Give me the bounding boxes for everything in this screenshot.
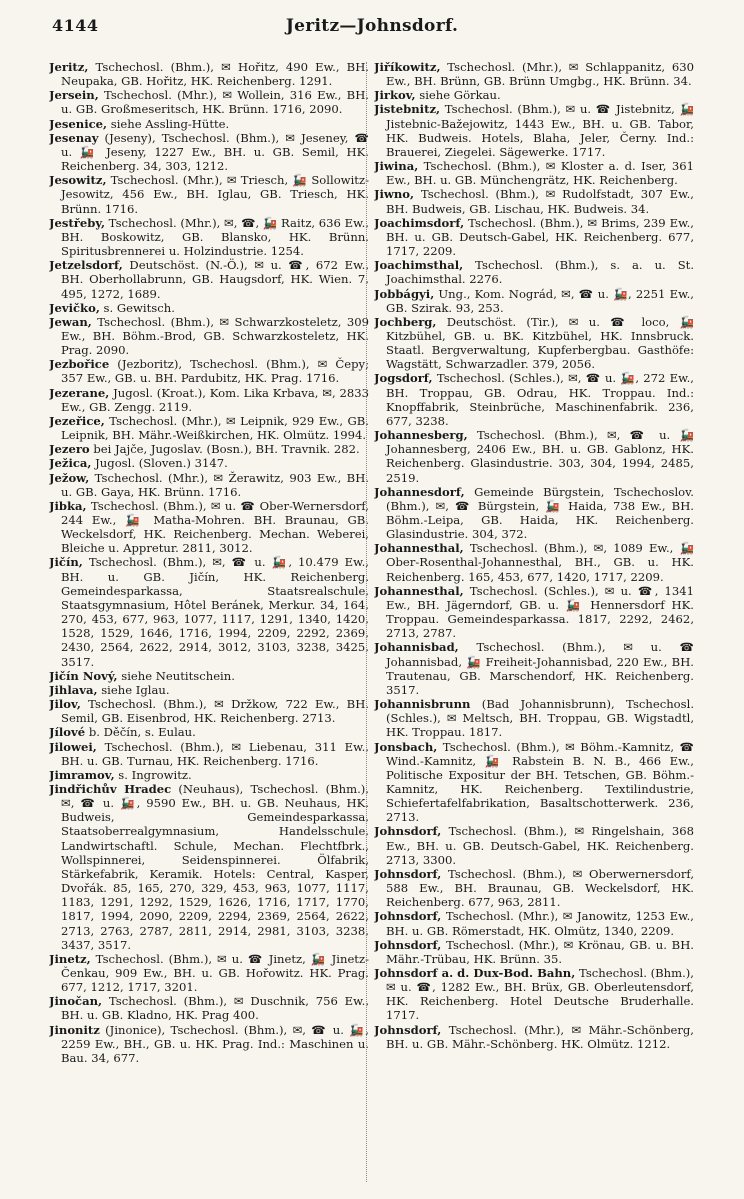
entry-text: Tschechosl. (Bhm.), ✉ Liebenau, 311 Ew., BH. u. GB. Turnau, HK. Reichenberg. 1716. <box>61 739 369 768</box>
entry-headword: Jewan, <box>49 314 92 329</box>
entry-headword: Jersein, <box>49 88 99 103</box>
column-divider <box>366 62 367 1182</box>
gazetteer-entry <box>49 768 369 782</box>
gazetteer-entry <box>374 159 694 187</box>
entry-text: Deutschöst. (Tir.), ✉ u. ☎ loco, 🚂 Kitzbühel, GB. u. BK. Kitzbühel, HK. Innsbruck. Staatl. Bergverwaltung, Kupferbergbau. Gasthöfe: Wagstätt, Schwarzadler. 379, 2056. <box>386 314 694 372</box>
entry-headword: Jinonitz <box>49 1022 100 1037</box>
entry-text: Tschechosl. (Bhm.), ✉ Duschnik, 756 Ew., BH. u. GB. Kladno, HK. Prag 400. <box>61 994 369 1023</box>
entry-headword: Jesenay <box>49 130 99 145</box>
entry-text: (Neuhaus), Tschechosl. (Bhm.), ✉, ☎ u. 🚂, 9590 Ew., BH. u. GB. Neuhaus, HK. Budweis, Gemeindesparkassa, Staatsoberrealgymnasium, Handelsschule, Landwirtschaftl. Schule, Mechan. Flechtfbrk., Wollspinnerei, Seidenspinnerei. Ölfabrik, Stärkefabrik, Keramik. Hotels: Central, Kasper, Dvořák. 85, 165, 270, 329, 453, 963, 1077, 1117, 1183, 1291, 1292, 1529, 1626, 1716, 1717, 1770, 1817, 1994, 2090, 2209, 2294, 2369, 2564, 2622, 2713, 2763, 2787, 2811, 2914, 2981, 3103, 3238, 3437, 3517. <box>61 781 369 952</box>
gazetteer-entry <box>49 669 369 683</box>
gazetteer-entry <box>374 485 694 542</box>
entry-headword: Johannesberg, <box>374 428 468 443</box>
entry-headword: Johnsdorf, <box>374 937 442 952</box>
entry-headword: Jevičko, <box>49 300 100 315</box>
entry-headword: Jihlava, <box>49 682 98 697</box>
entry-text: Gemeinde Bürgstein, Tschechoslov. (Bhm.), ✉, ☎ Bürgstein, 🚂 Haida, 738 Ew., BH. Böhm.-Leipa, GB. Haida, HK. Reichenberg. Glasindustrie. 304, 372. <box>386 484 694 542</box>
gazetteer-entry <box>374 187 694 215</box>
gazetteer-entry <box>49 952 369 994</box>
entry-text: siehe Assling-Hütte. <box>107 116 230 131</box>
entry-headword: Jezero <box>49 442 90 457</box>
entry-text: Tschechosl. (Bhm.), ✉ Kloster a. d. Iser, 361 Ew., BH. u. GB. Münchengrätz, HK. Reichenberg. <box>386 159 694 188</box>
entry-headword: Jezeřice, <box>49 413 105 428</box>
entry-headword: Jezbořice <box>49 357 110 372</box>
gazetteer-entry <box>49 301 369 315</box>
entry-headword: Jičín, <box>49 555 83 570</box>
entry-text: Tschechosl. (Mhr.), ✉ Wollein, 316 Ew., BH. u. GB. Großmeseritsch, HK. Brünn. 1716, 2090. <box>61 88 369 117</box>
gazetteer-entry <box>374 1023 694 1051</box>
entry-text: Deutschöst. (N.-Ö.), ✉ u. ☎, 672 Ew., BH. Oberhollabrunn, GB. Haugsdorf, HK. Wien. 7, 495, 1272, 1689. <box>61 258 369 301</box>
gazetteer-entry <box>49 258 369 300</box>
gazetteer-entry <box>374 541 694 583</box>
left-column <box>49 60 369 1190</box>
gazetteer-entry <box>374 867 694 909</box>
entry-headword: Jirkov, <box>374 88 416 103</box>
gazetteer-entry <box>374 938 694 966</box>
entry-text: Tschechosl. (Bhm.), ✉ u. ☎ Jinetz, 🚂 Jinetz-Čenkau, 909 Ew., BH. u. GB. Hořowitz. HK. Prag. 677, 1212, 1717, 3201. <box>61 951 369 995</box>
entry-headword: Jiwno, <box>374 187 415 202</box>
entry-headword: Ježow, <box>49 470 90 485</box>
entry-headword: Jinetz, <box>49 951 91 966</box>
running-head: Jeritz—Johnsdorf. <box>285 16 459 36</box>
entry-text: Ung., Kom. Nográd, ✉, ☎ u. 🚂, 2251 Ew., GB. Szirak. 93, 253. <box>386 286 694 315</box>
gazetteer-entry <box>49 697 369 725</box>
entry-headword: Johnsdorf a. d. Dux-Bod. Bahn, <box>374 966 576 980</box>
gazetteer-entry <box>374 697 694 739</box>
entry-headword: Jistebnitz, <box>374 102 441 117</box>
gazetteer-entry <box>49 725 369 739</box>
gazetteer-entry <box>49 456 369 470</box>
entry-headword: Ježica, <box>49 456 92 471</box>
gazetteer-entry <box>374 60 694 88</box>
entry-text: Tschechosl. (Bhm.), ✉ Schwarzkosteletz, 309 Ew., BH. Böhm.-Brod, GB. Schwarzkosteletz, HK. Prag. 2090. <box>61 314 369 358</box>
gazetteer-entry <box>49 683 369 697</box>
gazetteer-entry <box>374 824 694 866</box>
gazetteer-entry <box>49 216 369 258</box>
entry-text: (Jeseny), Tschechosl. (Bhm.), ✉ Jeseney, ☎ u. 🚂 Jeseny, 1227 Ew., BH. u. GB. Semil, HK. Reichenberg. 34, 303, 1212. <box>61 130 369 174</box>
entry-headword: Jilowei, <box>49 739 97 754</box>
entry-headword: Johannesthal, <box>374 541 464 556</box>
entry-text: Tschechosl. (Mhr.), ✉ Schlappanitz, 630 Ew., BH. Brünn, GB. Brünn Umgbg., HK. Brünn. 34. <box>386 60 694 89</box>
gazetteer-entry <box>49 117 369 131</box>
entry-text: Tschechosl. (Bhm.), ✉ u. ☎ Johannisbad, 🚂 Freiheit-Johannisbad, 220 Ew., BH. Trautenau, GB. Marschendorf, HK. Reichenberg. 3517. <box>386 640 694 697</box>
entry-headword: Johannisbad, <box>374 640 459 655</box>
entry-text: Tschechosl. (Mhr.), ✉ Krönau, GB. u. BH. Mähr.-Trübau, HK. Brünn. 35. <box>386 937 694 966</box>
entry-text: (Jinonice), Tschechosl. (Bhm.), ✉, ☎ u. 🚂, 2259 Ew., BH., GB. u. HK. Prag. Ind.: Maschinen u. Bau. 34, 677. <box>61 1022 369 1065</box>
entry-text: s. Gewitsch. <box>99 300 175 315</box>
gazetteer-entry <box>49 740 369 768</box>
entry-text: (Bad Johannisbrunn), Tschechosl. (Schles.), ✉ Meltsch, BH. Troppau, GB. Wigstadtl, HK. Troppau. 1817. <box>386 697 694 740</box>
entry-text: Tschechosl. (Bhm.), ✉ u. ☎ Jistebnitz, 🚂 Jistebnic-Bažejowitz, 1443 Ew., BH. u. GB. Tabor, HK. Budweis. Hotels, Blaha, Jeler, Černy. Ind.: Brauerei, Ziegelei. Sägewerke. 1717. <box>386 102 694 159</box>
entry-text: Tschechosl. (Mhr.), ✉ Triesch, 🚂 Sollowitz-Jesowitz, 456 Ew., BH. Iglau, GB. Triesch, HK. Brünn. 1716. <box>61 173 369 216</box>
entry-text: Tschechosl. (Bhm.), s. a. u. St. Joachimsthal. 2276. <box>386 258 694 287</box>
entry-headword: Johannesdorf, <box>374 484 465 499</box>
gazetteer-entry <box>374 966 694 1023</box>
entry-text: siehe Görkau. <box>415 88 501 103</box>
entry-headword: Jílové <box>49 725 86 740</box>
gazetteer-entry <box>49 782 369 952</box>
entry-headword: Jobbágyi, <box>374 286 435 301</box>
entry-headword: Jezerane, <box>49 385 110 400</box>
entry-headword: Jiříkowitz, <box>374 60 441 74</box>
entry-text: Tschechosl. (Bhm.), ✉ Ringelshain, 368 Ew., BH. u. GB. Deutsch-Gabel, HK. Reichenberg. 2713, 3300. <box>386 824 694 867</box>
gazetteer-entry <box>49 60 369 88</box>
entry-text: Tschechosl. (Bhm.), ✉ Držkow, 722 Ew., BH. Semil, GB. Eisenbrod, HK. Reichenberg. 2713. <box>61 697 369 726</box>
entry-text: Tschechosl. (Schles.), ✉, ☎ u. 🚂, 272 Ew., BH. Troppau, GB. Odrau, HK. Troppau. Ind.: Knopffabrik, Steinbrüche, Maschinenfabrik. 236, 677, 3238. <box>386 371 694 428</box>
entry-headword: Jindřichův Hradec <box>49 781 172 796</box>
entry-text: Jugosl. (Sloven.) 3147. <box>91 456 228 471</box>
entry-headword: Joachimsthal, <box>374 258 464 273</box>
gazetteer-entry <box>49 499 369 556</box>
entry-text: Tschechosl. (Bhm.), ✉, 1089 Ew., 🚂 Ober-Rosenthal-Johannesthal, BH., GB. u. HK. Reichenberg. 165, 453, 677, 1420, 1717, 2209. <box>386 541 694 584</box>
gazetteer-entry <box>49 131 369 173</box>
entry-text: Tschechosl. (Schles.), ✉ u. ☎, 1341 Ew., BH. Jägerndorf, GB. u. 🚂 Hennersdorf HK. Troppau. Gemeindesparkassa. 1817, 2292, 2462, 2713, 2787. <box>386 583 694 641</box>
gazetteer-entry <box>374 371 694 428</box>
entry-headword: Jogsdorf, <box>374 371 433 386</box>
right-column <box>374 60 694 1190</box>
entry-text: Tschechosl. (Mhr.), ✉ Leipnik, 929 Ew., GB. Leipnik, BH. Mähr.-Weißkirchen, HK. Olmütz. 1994. <box>61 413 369 443</box>
entry-text: Jugosl. (Kroat.), Kom. Lika Krbava, ✉, 2833 Ew., GB. Zengg. 2119. <box>61 385 369 414</box>
entry-headword: Jibka, <box>49 498 87 513</box>
entry-headword: Johannisbrunn <box>374 697 471 712</box>
gazetteer-entry <box>49 357 369 385</box>
entry-headword: Jinočan, <box>49 994 103 1009</box>
page-number: 4144 <box>52 16 99 35</box>
gazetteer-entry <box>49 555 369 668</box>
entry-headword: Jonsbach, <box>374 739 438 754</box>
entry-headword: Jilov, <box>49 697 81 712</box>
entry-text: Tschechosl. (Bhm.), ✉, ☎ u. 🚂, 10.479 Ew., BH. u. GB. Jičín, HK. Reichenberg. Gemeindesparkassa, Staatsrealschule, Staatsgymnasium, Hôtel Beránek, Merkur. 34, 164, 270, 453, 677, 963, 1077, 1117, 1291, 1340, 1420, 1528, 1529, 1646, 1716, 1994, 2209, 2292, 2369, 2430, 2564, 2622, 2914, 3012, 3103, 3238, 3425, 3517. <box>61 555 369 669</box>
gazetteer-entry <box>374 88 694 102</box>
gazetteer-entry <box>374 640 694 697</box>
gazetteer-entry <box>49 315 369 357</box>
gazetteer-entry <box>374 584 694 641</box>
gazetteer-entry <box>374 740 694 825</box>
gazetteer-entry <box>374 315 694 372</box>
entry-text: Tschechosl. (Mhr.), ✉, ☎, 🚂 Raitz, 636 Ew., BH. Boskowitz, GB. Blansko, HK. Brünn. Spiritusbrennerei u. Holzindustrie. 1254. <box>61 215 369 259</box>
entry-text: Tschechosl. (Mhr.), ✉ Mähr.-Schönberg, BH. u. GB. Mähr.-Schönberg. HK. Olmütz. 1212. <box>386 1022 694 1051</box>
entry-headword: Jimramov, <box>49 767 115 782</box>
gazetteer-entry <box>49 386 369 414</box>
entry-headword: Jesowitz, <box>49 173 107 188</box>
entry-text: Tschechosl. (Bhm.), ✉ Hořitz, 490 Ew., BH. Neupaka, GB. Hořitz, HK. Reichenberg. 1291. <box>61 60 369 89</box>
gazetteer-entry <box>374 102 694 159</box>
gazetteer-entry <box>374 909 694 937</box>
entry-text: Tschechosl. (Bhm.), ✉ Böhm.-Kamnitz, ☎ Wind.-Kamnitz, 🚂 Rabstein B. N. B., 466 Ew., Politische Expositur der BH. Tetschen, GB. Böhm.-Kamnitz, HK. Reichenberg. Textilindustrie, Schiefertafelfabrikation, Basaltschotterwerk. 236, 2713. <box>386 739 694 825</box>
page-header <box>0 0 744 44</box>
entry-headword: Jiwina, <box>374 159 419 174</box>
entry-text: Tschechosl. (Mhr.), ✉ Janowitz, 1253 Ew., BH. u. GB. Römerstadt, HK. Olmütz, 1340, 2209. <box>386 909 694 938</box>
entry-text: bei Jajče, Jugoslav. (Bosn.), BH. Travnik. 282. <box>89 442 360 457</box>
entry-text: Tschechosl. (Bhm.), ✉ Brims, 239 Ew., BH. u. GB. Deutsch-Gabel, HK. Reichenberg. 677, 1717, 2209. <box>386 215 694 259</box>
entry-headword: Jetzelsdorf, <box>49 258 123 273</box>
gazetteer-entry <box>374 287 694 315</box>
entry-headword: Johnsdorf, <box>374 1022 442 1037</box>
entry-text: siehe Iglau. <box>97 682 170 697</box>
gazetteer-entry <box>374 258 694 286</box>
entry-text: Tschechosl. (Bhm.), ✉ u. ☎ Ober-Wernersdorf, 244 Ew., 🚂 Matha-Mohren. BH. Braunau, GB. Weckelsdorf, HK. Reichenberg. Mechan. Weberei, Bleiche u. Appretur. 2811, 3012. <box>61 498 369 556</box>
entry-text: Tschechosl. (Bhm.), ✉ Oberwernersdorf, 588 Ew., BH. Braunau, GB. Weckelsdorf, HK. Reichenberg. 677, 963, 2811. <box>386 866 694 910</box>
entry-headword: Jesenice, <box>49 116 108 131</box>
gazetteer-entry <box>49 994 369 1022</box>
entry-headword: Johannesthal, <box>374 583 464 598</box>
entry-headword: Jochberg, <box>374 314 437 329</box>
entry-headword: Johnsdorf, <box>374 909 442 924</box>
entry-headword: Johnsdorf, <box>374 824 442 839</box>
entry-text: b. Děčín, s. Eulau. <box>85 725 196 740</box>
gazetteer-entry <box>374 216 694 258</box>
entry-text: Tschechosl. (Bhm.), ✉, ☎ u. 🚂 Johannesberg, 2406 Ew., BH. u. GB. Gablonz, HK. Reichenberg. Glasindustrie. 303, 304, 1994, 2485, 2519. <box>386 428 694 485</box>
entry-text: s. Ingrowitz. <box>114 767 192 782</box>
gazetteer-entry <box>49 442 369 456</box>
entry-headword: Jeritz, <box>49 60 89 74</box>
gazetteer-entry <box>374 428 694 485</box>
gazetteer-entry <box>49 88 369 116</box>
entry-headword: Johnsdorf, <box>374 866 442 881</box>
entry-headword: Jičín Nový, <box>49 668 118 683</box>
entry-text: Tschechosl. (Mhr.), ✉ Žerawitz, 903 Ew., BH. u. GB. Gaya, HK. Brünn. 1716. <box>61 470 369 499</box>
gazetteer-entry <box>49 1023 369 1065</box>
entry-headword: Jestřeby, <box>49 215 105 230</box>
gazetteer-entry <box>49 414 369 442</box>
gazetteer-entry <box>49 471 369 499</box>
entry-text: Tschechosl. (Bhm.), ✉ Rudolfstadt, 307 Ew., BH. Budweis, GB. Lischau, HK. Budweis. 34. <box>386 187 694 216</box>
entry-text: (Jezboritz), Tschechosl. (Bhm.), ✉ Čepy; 357 Ew., GB. u. BH. Pardubitz, HK. Prag. 1716. <box>61 357 369 386</box>
gazetteer-entry <box>49 173 369 215</box>
entry-headword: Joachimsdorf, <box>374 215 465 230</box>
entry-text: siehe Neutitschein. <box>117 668 235 683</box>
entry-text: Tschechosl. (Bhm.), ✉ u. ☎, 1282 Ew., BH. Brüx, GB. Oberleutensdorf, HK. Reichenberg. Hotel Deutsche Bruderhalle. 1717. <box>386 966 694 1023</box>
